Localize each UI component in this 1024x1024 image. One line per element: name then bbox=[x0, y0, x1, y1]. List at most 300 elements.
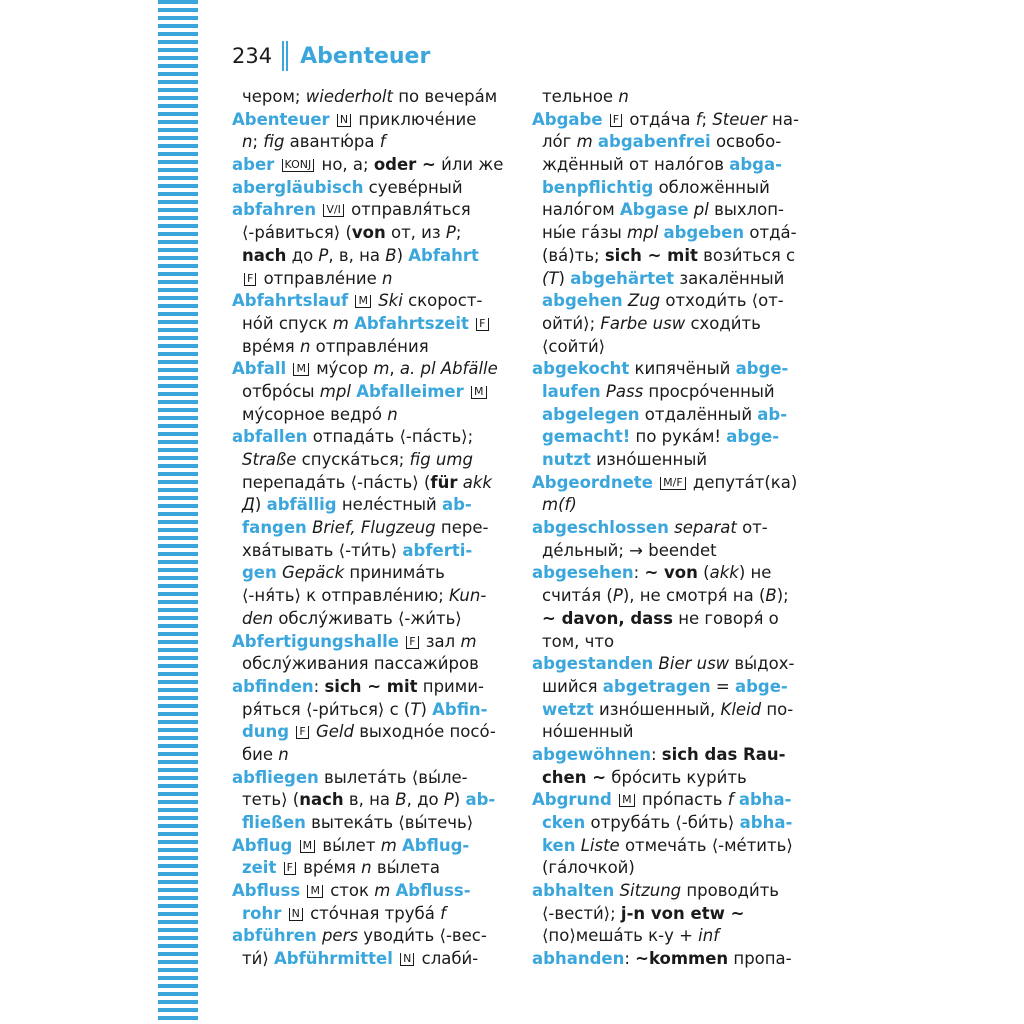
grammar-note: Straße bbox=[242, 450, 297, 469]
translation-text: по вечерáм bbox=[392, 87, 498, 106]
dictionary-line bbox=[532, 835, 808, 858]
dictionary-line bbox=[532, 336, 808, 359]
dictionary-line bbox=[532, 631, 808, 654]
translation-text: лóг bbox=[542, 132, 577, 152]
grammar-note: m bbox=[576, 132, 593, 152]
translation-text: врéмя bbox=[297, 858, 362, 878]
phrase: sich ~ mit bbox=[604, 245, 698, 265]
translation-text bbox=[399, 632, 404, 651]
translation-text: том, что bbox=[542, 631, 615, 651]
translation-text: : bbox=[313, 676, 325, 696]
translation-text: отпадáть ⟨-пáсть⟩; bbox=[307, 427, 474, 447]
grammar-note: Ski bbox=[378, 291, 403, 311]
gender-marker: M bbox=[300, 840, 316, 853]
grammar-note: m bbox=[374, 881, 391, 901]
translation-text: просрóченный bbox=[643, 381, 775, 401]
grammar-note: f bbox=[440, 903, 446, 923]
headword: dung bbox=[242, 722, 290, 742]
headword: Abfluss- bbox=[395, 881, 471, 901]
dictionary-line bbox=[532, 268, 808, 291]
dictionary-line bbox=[532, 562, 808, 585]
gender-marker: M bbox=[355, 295, 371, 308]
translation-text bbox=[281, 904, 286, 923]
translation-text: закалённый bbox=[674, 268, 785, 288]
dictionary-line bbox=[232, 608, 508, 631]
translation-text: по рукáм! bbox=[630, 427, 727, 447]
translation-text: ⟨-рáвиться⟩ ( bbox=[242, 223, 352, 243]
translation-text bbox=[348, 291, 353, 310]
dictionary-line bbox=[232, 472, 508, 495]
dictionary-line bbox=[232, 948, 508, 971]
translation-text: зал bbox=[420, 631, 461, 651]
translation-text: нóшенный bbox=[542, 722, 634, 742]
translation-text: считáя ( bbox=[542, 586, 613, 606]
headword: abgekocht bbox=[532, 359, 630, 379]
dictionary-line bbox=[232, 812, 508, 835]
headword: Abfalleimer bbox=[356, 381, 464, 401]
dictionary-line bbox=[532, 676, 808, 699]
translation-text: приключéние bbox=[353, 109, 477, 129]
grammar-note: f bbox=[379, 132, 386, 152]
translation-text: от- bbox=[736, 518, 768, 538]
dictionary-line bbox=[232, 676, 508, 699]
translation-text: пропа- bbox=[728, 949, 792, 969]
translation-text: : bbox=[650, 744, 662, 764]
translation-text: дéльный; → beendet bbox=[542, 540, 717, 560]
headword: nutzt bbox=[542, 450, 591, 469]
dictionary-line bbox=[232, 562, 508, 585]
gender-marker: F bbox=[244, 273, 256, 286]
translation-text: отбрóсы bbox=[242, 381, 320, 401]
right-column bbox=[532, 86, 808, 971]
headword: Abführmittel bbox=[274, 949, 393, 969]
headword: cken bbox=[542, 813, 586, 832]
headword: abhanden bbox=[532, 949, 625, 969]
headword: Abflug- bbox=[402, 835, 470, 855]
translation-text: проводи́ть bbox=[681, 881, 780, 901]
headword: abferti- bbox=[402, 540, 473, 560]
grammar-note: f bbox=[727, 790, 734, 810]
gender-marker: F bbox=[610, 114, 622, 127]
dictionary-line bbox=[532, 925, 808, 948]
translation-text: от, из bbox=[385, 223, 446, 243]
grammar-note: Liste bbox=[580, 835, 620, 855]
translation-text: отдалённый bbox=[639, 404, 758, 424]
grammar-note: T bbox=[410, 699, 421, 719]
dictionary-line bbox=[532, 699, 808, 722]
dictionary-line bbox=[532, 517, 808, 540]
translation-text: ти́⟩ bbox=[242, 949, 275, 969]
translation-text: по- bbox=[761, 699, 794, 719]
headword: ab- bbox=[441, 495, 472, 515]
translation-text: отдáча bbox=[624, 109, 696, 129]
translation-text bbox=[276, 858, 281, 877]
translation-text: до bbox=[286, 245, 319, 265]
translation-text: отдá- bbox=[744, 223, 797, 243]
running-head: Abenteuer bbox=[300, 43, 431, 69]
dictionary-line bbox=[232, 835, 508, 858]
translation-text: теть⟩ ( bbox=[242, 790, 300, 810]
gender-marker: N bbox=[337, 114, 351, 127]
translation-text: вы́дох- bbox=[729, 654, 795, 674]
grammar-note: n bbox=[387, 404, 398, 424]
grammar-note: pers bbox=[321, 926, 358, 946]
headword: abfallen bbox=[232, 427, 308, 447]
headword: Abfahrtslauf bbox=[232, 291, 349, 311]
grammar-note: Geld bbox=[315, 722, 354, 742]
translation-text: уводи́ть ⟨-вес- bbox=[357, 926, 487, 946]
headword: Abgeordnete bbox=[532, 472, 653, 492]
grammar-note: inf bbox=[698, 926, 720, 946]
translation-text: стóчная трубá bbox=[304, 903, 441, 923]
headword: abfahren bbox=[232, 200, 317, 220]
translation-text bbox=[274, 155, 279, 174]
translation-text: изнóшенный bbox=[590, 450, 708, 469]
dictionary-line bbox=[232, 653, 508, 676]
translation-text: ⟨сойти́⟩ bbox=[542, 336, 606, 356]
headword: abgeschlossen bbox=[532, 518, 669, 538]
dictionary-line bbox=[532, 313, 808, 336]
phrase: sich ~ mit bbox=[324, 676, 418, 696]
translation-text bbox=[289, 722, 294, 741]
grammar-note: n bbox=[361, 858, 372, 878]
headword: Abfall bbox=[232, 359, 287, 379]
gender-marker: V/I bbox=[323, 204, 343, 217]
dictionary-line bbox=[232, 199, 508, 222]
translation-text: ; bbox=[701, 109, 713, 129]
translation-text: врéмя bbox=[242, 336, 300, 356]
dictionary-line bbox=[232, 177, 508, 200]
phrase: oder ~ bbox=[373, 155, 436, 175]
translation-text: му́сорное ведрó bbox=[242, 404, 388, 424]
headword: Abfertigungshalle bbox=[232, 631, 399, 651]
translation-text: ; bbox=[252, 132, 264, 152]
dictionary-line bbox=[232, 789, 508, 812]
dictionary-line bbox=[232, 109, 508, 132]
dictionary-line bbox=[232, 699, 508, 722]
header-divider bbox=[282, 41, 288, 71]
translation-text: сток bbox=[324, 881, 375, 901]
translation-text: обложённый bbox=[653, 177, 770, 197]
translation-text: ойти́⟩; bbox=[542, 313, 601, 333]
dictionary-line bbox=[232, 336, 508, 359]
translation-text: ); bbox=[776, 586, 789, 606]
dictionary-line bbox=[232, 290, 508, 313]
translation-text: на- bbox=[766, 109, 799, 129]
headword: abfällig bbox=[266, 495, 337, 515]
translation-text: тельное bbox=[542, 87, 619, 106]
grammar-note: m bbox=[332, 313, 349, 333]
phrase: ~ davon, dass bbox=[542, 608, 673, 628]
headword: abge- bbox=[735, 359, 789, 379]
translation-text: ) bbox=[396, 245, 409, 265]
grammar-note: akk bbox=[462, 472, 492, 492]
grammar-note: Kun- bbox=[449, 586, 487, 606]
translation-text: перепадáть ⟨-пáсть⟩ ( bbox=[242, 472, 431, 492]
phrase: sich das Rau- bbox=[661, 744, 786, 764]
grammar-note: n bbox=[278, 744, 289, 764]
edge-stripe-decoration bbox=[158, 0, 198, 1024]
translation-text: ) bbox=[420, 699, 433, 719]
headword: abführen bbox=[232, 926, 317, 946]
headword: abhalten bbox=[532, 881, 615, 901]
grammar-note: n bbox=[299, 336, 311, 356]
grammar-note: wiederholt bbox=[305, 87, 393, 106]
dictionary-line bbox=[532, 812, 808, 835]
headword: ab- bbox=[465, 790, 496, 810]
translation-text: сходи́ть bbox=[685, 313, 761, 333]
dictionary-line bbox=[232, 903, 508, 926]
grammar-note: f bbox=[695, 109, 702, 129]
translation-text: пере- bbox=[435, 518, 489, 538]
grammar-note: B bbox=[395, 790, 407, 810]
headword: abgeben bbox=[663, 223, 745, 243]
page-number: 234 bbox=[232, 44, 273, 68]
dictionary-line bbox=[532, 540, 808, 563]
dictionary-line bbox=[232, 268, 508, 291]
translation-text: ⟨-ня́ть⟩ к отправлéнию; bbox=[242, 586, 450, 606]
headword: Abfin- bbox=[432, 699, 488, 719]
translation-text: авантю́ра bbox=[284, 132, 380, 152]
headword: laufen bbox=[542, 381, 601, 401]
dictionary-line bbox=[232, 154, 508, 177]
phrase: j-n von etw ~ bbox=[620, 903, 745, 923]
grammar-note: Brief, Flugzeug bbox=[312, 518, 436, 538]
translation-text bbox=[316, 200, 321, 219]
grammar-note: Kleid bbox=[720, 699, 762, 719]
dictionary-line bbox=[532, 86, 808, 109]
phrase: nach bbox=[299, 790, 344, 810]
translation-text: = bbox=[710, 676, 735, 696]
grammar-note: separat bbox=[674, 518, 737, 538]
translation-text: : bbox=[624, 949, 636, 969]
translation-text bbox=[653, 473, 658, 492]
headword: abgehen bbox=[542, 291, 623, 311]
translation-text: ⟨-вести́⟩; bbox=[542, 903, 621, 923]
headword: abgestanden bbox=[532, 654, 654, 674]
dictionary-line bbox=[532, 767, 808, 790]
translation-text: изнóшенный, bbox=[593, 699, 721, 719]
phrase: ~kommen bbox=[635, 949, 729, 969]
headword: abgesehen bbox=[532, 563, 634, 583]
translation-text: выходнóе посó- bbox=[353, 722, 496, 742]
grammar-note: Steuer bbox=[712, 109, 767, 129]
dictionary-line bbox=[232, 631, 508, 654]
headword: Abgabe bbox=[532, 109, 603, 129]
headword: wetzt bbox=[542, 699, 594, 719]
translation-text: шийся bbox=[542, 676, 603, 696]
dictionary-line bbox=[232, 381, 508, 404]
headword: abfinden bbox=[232, 676, 314, 696]
dictionary-line bbox=[532, 199, 808, 222]
grammar-note: a. pl Abfälle bbox=[399, 359, 498, 379]
translation-text: бие bbox=[242, 744, 279, 764]
gender-marker: KONJ bbox=[282, 159, 315, 172]
grammar-note: Д bbox=[242, 495, 255, 515]
translation-text: чером; bbox=[242, 87, 306, 106]
grammar-note: m bbox=[380, 835, 397, 855]
dictionary-line bbox=[532, 721, 808, 744]
translation-text: ; bbox=[455, 223, 462, 243]
dictionary-line bbox=[232, 449, 508, 472]
left-column bbox=[232, 86, 508, 971]
translation-text: ) bbox=[254, 495, 267, 515]
dictionary-line bbox=[532, 880, 808, 903]
dictionary-line bbox=[532, 404, 808, 427]
translation-text: налóгом bbox=[542, 200, 620, 220]
headword: ken bbox=[542, 835, 576, 855]
grammar-note: n bbox=[242, 132, 253, 152]
translation-text: не говоря́ о bbox=[672, 608, 779, 628]
dictionary-line bbox=[532, 222, 808, 245]
dictionary-line bbox=[532, 948, 808, 971]
translation-text: вози́ться с bbox=[697, 245, 796, 265]
dictionary-line bbox=[532, 358, 808, 381]
translation-text: слаби́- bbox=[416, 949, 479, 969]
dictionary-line bbox=[532, 381, 808, 404]
headword: aber bbox=[232, 155, 275, 175]
translation-text: отрубáть ⟨-би́ть⟩ bbox=[585, 813, 740, 832]
translation-text bbox=[464, 382, 469, 401]
translation-text: ря́ться ⟨-ри́ться⟩ с ( bbox=[242, 699, 411, 719]
gender-marker: N bbox=[289, 908, 303, 921]
dictionary-line bbox=[532, 245, 808, 268]
headword: abfliegen bbox=[232, 767, 319, 787]
dictionary-line bbox=[532, 472, 808, 495]
translation-text: , bbox=[389, 359, 400, 379]
translation-text: отправлéния bbox=[310, 336, 429, 356]
translation-text: но, а; bbox=[316, 155, 374, 175]
grammar-note: P bbox=[443, 790, 454, 810]
grammar-note: mpl bbox=[319, 381, 351, 401]
grammar-note: Sitzung bbox=[619, 881, 682, 901]
headword: rohr bbox=[242, 903, 282, 923]
grammar-note: pl bbox=[693, 200, 709, 220]
headword: gen bbox=[242, 563, 277, 583]
dictionary-line bbox=[232, 245, 508, 268]
translation-text: ) bbox=[453, 790, 466, 810]
translation-text: нелéстный bbox=[336, 495, 442, 515]
phrase: nach bbox=[242, 245, 287, 265]
headword: abgetragen bbox=[602, 676, 711, 696]
dictionary-line bbox=[532, 494, 808, 517]
grammar-note: fig bbox=[263, 132, 285, 152]
translation-text: ⟨по⟩мешáть к-у + bbox=[542, 926, 699, 946]
grammar-note: m bbox=[460, 631, 477, 651]
translation-text: вытекáть ⟨вы́течь⟩ bbox=[305, 813, 474, 832]
headword: Abgrund bbox=[532, 790, 612, 810]
dictionary-line bbox=[232, 222, 508, 245]
dictionary-line bbox=[232, 880, 508, 903]
translation-text: прóпасть bbox=[636, 790, 728, 810]
phrase: ~ von bbox=[644, 563, 698, 583]
translation-text: скорост- bbox=[402, 291, 483, 311]
headword: Abgase bbox=[620, 200, 689, 220]
translation-text: ны́е гáзы bbox=[542, 223, 628, 243]
grammar-note: m bbox=[373, 359, 390, 379]
grammar-note: mpl bbox=[627, 223, 659, 243]
dictionary-line bbox=[232, 925, 508, 948]
gender-marker: M bbox=[307, 885, 323, 898]
translation-text: : bbox=[633, 563, 645, 583]
gender-marker: M bbox=[619, 794, 635, 807]
translation-text bbox=[393, 949, 398, 968]
translation-text bbox=[292, 836, 297, 855]
dictionary-line bbox=[232, 358, 508, 381]
headword: abge- bbox=[734, 676, 788, 696]
grammar-note: P bbox=[612, 586, 623, 606]
translation-text: ), не смотря́ на ( bbox=[622, 586, 766, 606]
headword: Abenteuer bbox=[232, 109, 330, 129]
dictionary-line bbox=[532, 177, 808, 200]
translation-text: прими- bbox=[417, 676, 484, 696]
translation-text bbox=[612, 790, 617, 809]
translation-text: депутáт(ка) bbox=[687, 472, 798, 492]
dictionary-line bbox=[232, 517, 508, 540]
grammar-note: Gepäck bbox=[282, 563, 345, 583]
translation-text: му́сор bbox=[310, 359, 374, 379]
headword: zeit bbox=[242, 858, 277, 878]
translation-text: освобо- bbox=[710, 132, 782, 152]
grammar-note: Bier usw bbox=[658, 654, 730, 674]
translation-text: , до bbox=[406, 790, 444, 810]
dictionary-line bbox=[532, 109, 808, 132]
gender-marker: F bbox=[476, 318, 488, 331]
dictionary-line bbox=[532, 426, 808, 449]
dictionary-line bbox=[232, 585, 508, 608]
grammar-note: m(f) bbox=[542, 495, 577, 515]
headword: Abfluss bbox=[232, 881, 301, 901]
headword: Abfahrtszeit bbox=[354, 313, 469, 333]
translation-text: нóй спуск bbox=[242, 313, 333, 333]
headword: abgewöhnen bbox=[532, 744, 651, 764]
translation-text: спускáться; bbox=[296, 450, 410, 469]
translation-text: отправлéние bbox=[258, 268, 382, 288]
grammar-note: den bbox=[242, 608, 274, 628]
dictionary-line bbox=[532, 449, 808, 472]
grammar-note: P bbox=[445, 223, 456, 243]
dictionary-line bbox=[232, 744, 508, 767]
dictionary-line bbox=[532, 585, 808, 608]
dictionary-line bbox=[232, 86, 508, 109]
headword: abgelegen bbox=[542, 404, 640, 424]
translation-text: (гáлочкой) bbox=[542, 858, 635, 878]
dictionary-line bbox=[232, 426, 508, 449]
headword: abha- bbox=[739, 813, 793, 832]
dictionary-line bbox=[532, 744, 808, 767]
translation-text: вы́лета bbox=[371, 858, 441, 878]
grammar-note: Farbe usw bbox=[600, 313, 686, 333]
dictionary-line bbox=[232, 767, 508, 790]
dictionary-line bbox=[532, 154, 808, 177]
grammar-note: n bbox=[618, 87, 629, 106]
dictionary-line bbox=[232, 131, 508, 154]
translation-text: и́ли же bbox=[435, 155, 504, 175]
headword: gemacht! bbox=[542, 427, 631, 447]
dictionary-line bbox=[532, 290, 808, 313]
grammar-note: (T bbox=[542, 268, 559, 288]
gender-marker: F bbox=[296, 726, 308, 739]
gender-marker: F bbox=[406, 636, 418, 649]
translation-text: , в, на bbox=[328, 245, 386, 265]
gender-marker: M/F bbox=[660, 477, 686, 490]
grammar-note: fig umg bbox=[409, 450, 473, 469]
translation-text: отмечáть ⟨-мéтить⟩ bbox=[619, 835, 793, 855]
translation-text: обслу́живания пассажи́ров bbox=[242, 654, 479, 674]
translation-text: (вá)ть; bbox=[542, 245, 605, 265]
grammar-note: B bbox=[385, 245, 397, 265]
translation-text: выхлоп- bbox=[708, 200, 785, 220]
